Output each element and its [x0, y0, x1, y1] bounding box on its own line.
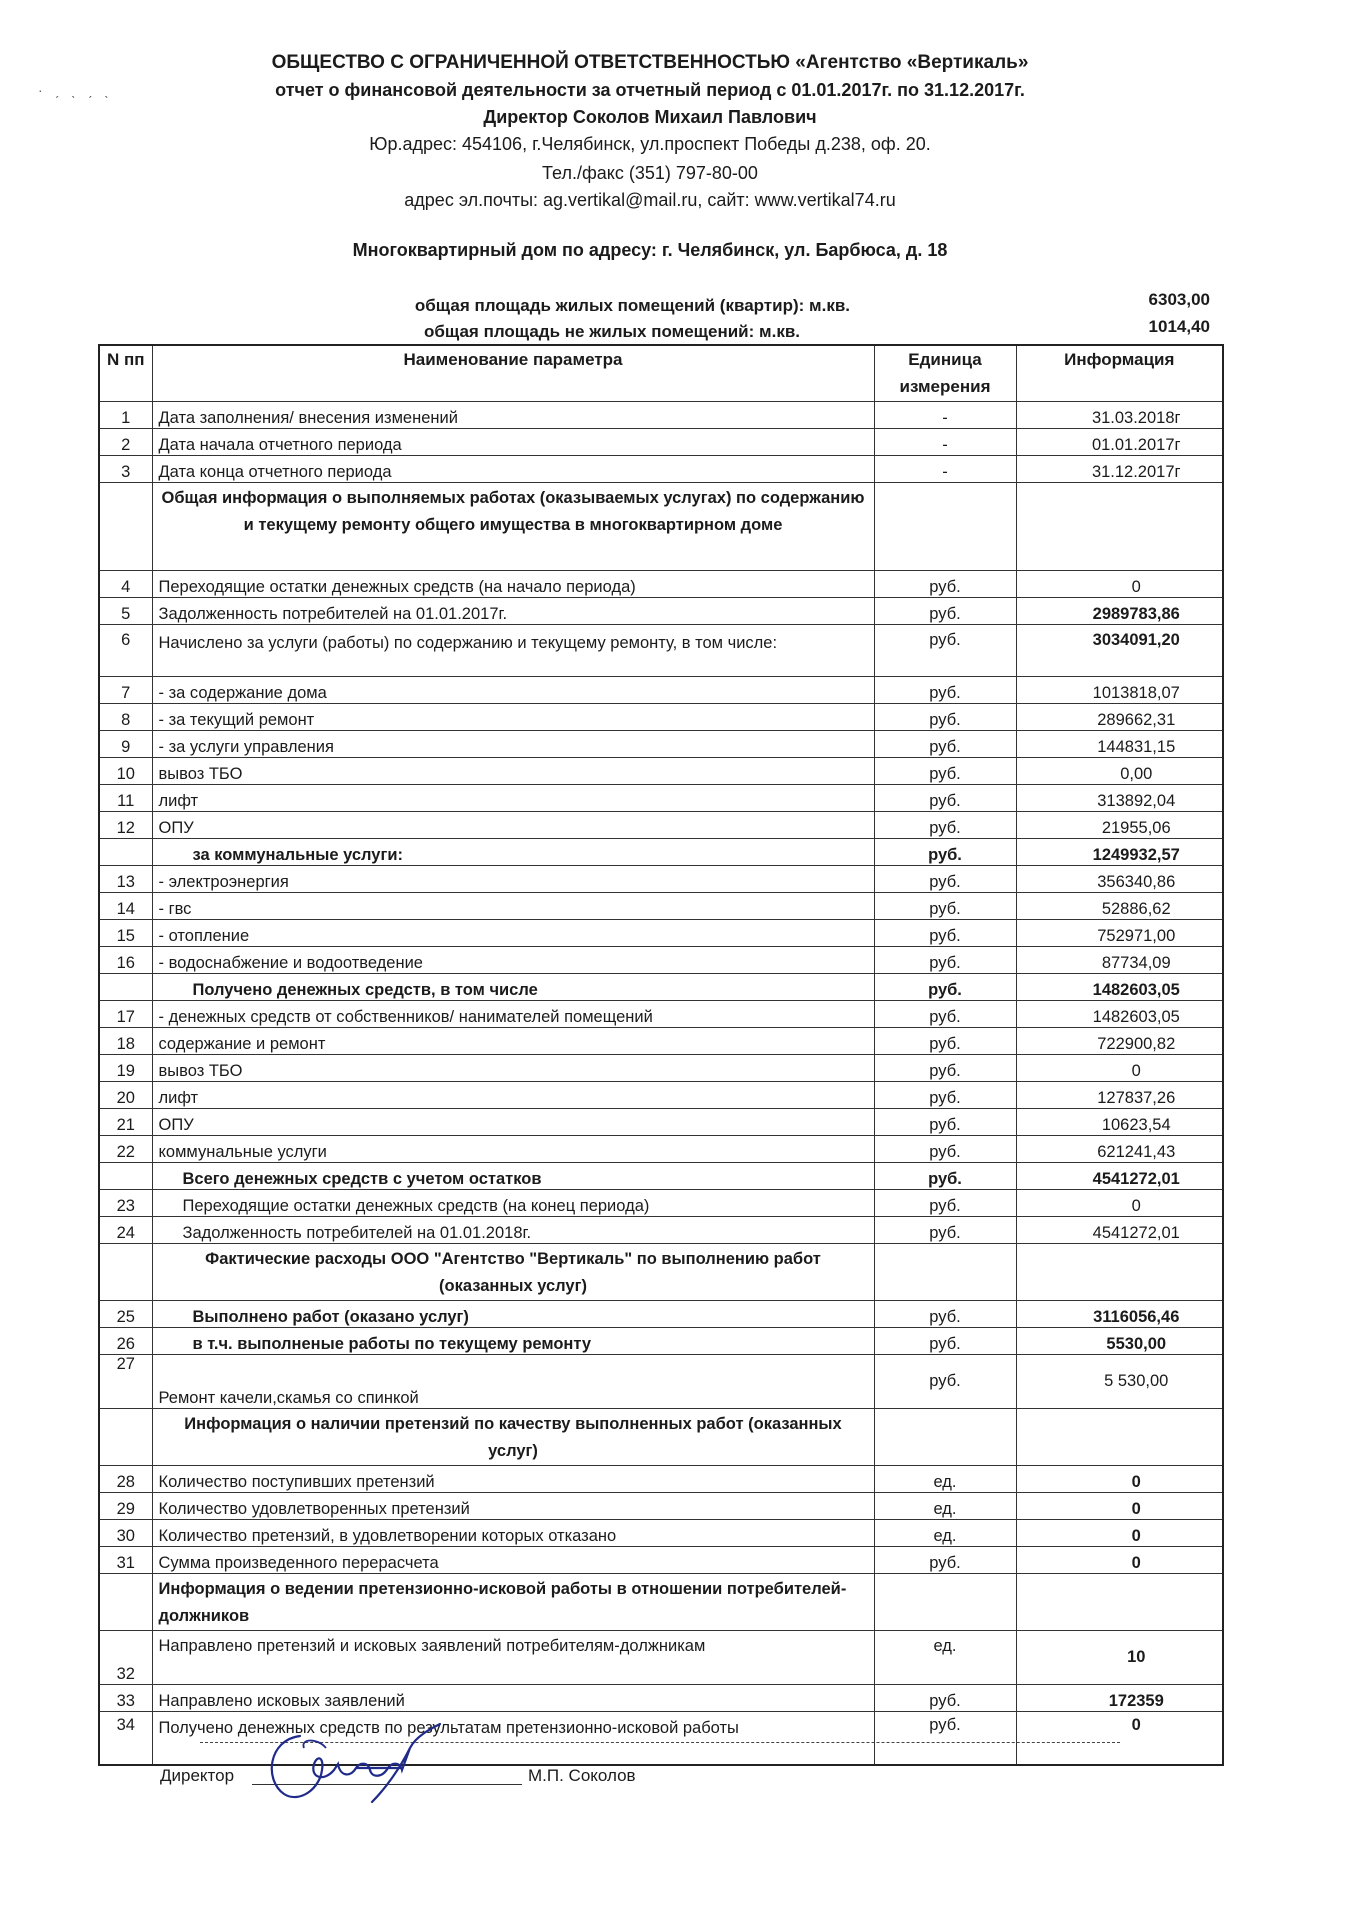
row-num: 15: [99, 919, 152, 946]
row-unit: руб.: [874, 597, 1016, 624]
row-value: 52886,62: [1016, 892, 1223, 919]
row-name: - за услуги управления: [152, 730, 874, 757]
row-unit: руб.: [874, 973, 1016, 1000]
row-name: Получено денежных средств по результатам претензионно-исковой работы: [152, 1711, 874, 1765]
row-unit: -: [874, 455, 1016, 482]
row-value: 752971,00: [1016, 919, 1223, 946]
section-row: [99, 482, 1223, 570]
table-row: [99, 1465, 1223, 1492]
row-num: 4: [99, 570, 152, 597]
row-name: Дата начала отчетного периода: [152, 428, 874, 455]
subtotal-row: [99, 973, 1223, 1000]
table-row: [99, 1081, 1223, 1108]
table-row: [99, 1189, 1223, 1216]
section-title: Общая информация о выполняемых работах (оказываемых услугах) по содержанию и текущему ремонту общего имущества в многоквартирном доме: [152, 482, 874, 570]
row-name: Всего денежных средств с учетом остатков: [152, 1162, 874, 1189]
table-header-row: [99, 345, 1223, 401]
row-value: 0: [1016, 1519, 1223, 1546]
row-value: 2989783,86: [1016, 597, 1223, 624]
row-num: 1: [99, 401, 152, 428]
row-num: 9: [99, 730, 152, 757]
table-row: [99, 757, 1223, 784]
row-unit: руб.: [874, 838, 1016, 865]
row-num: 17: [99, 1000, 152, 1027]
row-unit: руб.: [874, 1027, 1016, 1054]
row-name: Дата заполнения/ внесения изменений: [152, 401, 874, 428]
director-line: Директор Соколов Михаил Павлович: [483, 107, 817, 127]
table-row: [99, 1027, 1223, 1054]
row-value: 0: [1016, 1189, 1223, 1216]
row-name: - за текущий ремонт: [152, 703, 874, 730]
handwritten-signature: [260, 1718, 480, 1808]
residential-area-value: 6303,00: [1148, 290, 1210, 309]
row-unit: руб.: [874, 1354, 1016, 1408]
row-unit: руб.: [874, 1081, 1016, 1108]
row-value: 1249932,57: [1016, 838, 1223, 865]
row-name: Направлено исковых заявлений: [152, 1684, 874, 1711]
table-row: [99, 570, 1223, 597]
table-row: [99, 1300, 1223, 1327]
row-name: лифт: [152, 1081, 874, 1108]
row-unit: руб.: [874, 1054, 1016, 1081]
row-unit: ед.: [874, 1519, 1016, 1546]
nonresidential-area-label: общая площадь не жилых помещений: м.кв.: [424, 322, 800, 341]
row-unit: руб.: [874, 676, 1016, 703]
row-name: - денежных средств от собственников/ нанимателей помещений: [152, 1000, 874, 1027]
row-unit: руб.: [874, 1216, 1016, 1243]
row-value: 289662,31: [1016, 703, 1223, 730]
row-num: 22: [99, 1135, 152, 1162]
scan-specks: · ˏ ˎ ˏ ˎ: [38, 82, 113, 98]
row-unit: -: [874, 401, 1016, 428]
row-unit: руб.: [874, 1135, 1016, 1162]
row-unit: ед.: [874, 1465, 1016, 1492]
row-value: 10623,54: [1016, 1108, 1223, 1135]
row-num: 14: [99, 892, 152, 919]
table-row: [99, 1054, 1223, 1081]
row-value: 313892,04: [1016, 784, 1223, 811]
row-unit: руб.: [874, 570, 1016, 597]
row-num: 3: [99, 455, 152, 482]
row-value: 1482603,05: [1016, 1000, 1223, 1027]
row-unit: руб.: [874, 730, 1016, 757]
table-row: [99, 1354, 1223, 1408]
row-num: 20: [99, 1081, 152, 1108]
section-title: Информация о ведении претензионно-исковой работы в отношении потребителей-должников: [152, 1573, 874, 1630]
row-num: 11: [99, 784, 152, 811]
row-name: за коммунальные услуги:: [152, 838, 874, 865]
row-num: 13: [99, 865, 152, 892]
row-value: 1482603,05: [1016, 973, 1223, 1000]
row-value: 172359: [1016, 1684, 1223, 1711]
row-unit: руб.: [874, 919, 1016, 946]
table-row: [99, 703, 1223, 730]
table-row: [99, 946, 1223, 973]
row-name: вывоз ТБО: [152, 757, 874, 784]
row-num: 32: [99, 1630, 152, 1684]
row-value: 31.12.2017г: [1016, 455, 1223, 482]
row-name: - отопление: [152, 919, 874, 946]
row-num: 26: [99, 1327, 152, 1354]
section-row: [99, 1573, 1223, 1630]
row-num: 24: [99, 1216, 152, 1243]
row-value: 0: [1016, 1492, 1223, 1519]
row-num: 28: [99, 1465, 152, 1492]
residential-area-label: общая площадь жилых помещений (квартир): м.кв.: [414, 296, 850, 315]
table-row: [99, 1000, 1223, 1027]
row-name: Задолженность потребителей на 01.01.2018г.: [152, 1216, 874, 1243]
row-value: 21955,06: [1016, 811, 1223, 838]
row-value: 4541272,01: [1016, 1216, 1223, 1243]
row-value: 10: [1016, 1630, 1223, 1684]
table-row: [99, 1492, 1223, 1519]
row-num: 34: [99, 1711, 152, 1765]
row-value: 0: [1016, 1711, 1223, 1765]
row-value: 621241,43: [1016, 1135, 1223, 1162]
row-unit: руб.: [874, 1000, 1016, 1027]
row-unit: руб.: [874, 703, 1016, 730]
row-num: 6: [99, 624, 152, 676]
subtotal-row: [99, 1162, 1223, 1189]
row-num: 23: [99, 1189, 152, 1216]
table-row: [99, 1135, 1223, 1162]
subtotal-row: [99, 838, 1223, 865]
table-row: [99, 730, 1223, 757]
row-name: Получено денежных средств, в том числе: [152, 973, 874, 1000]
table-row: [99, 1546, 1223, 1573]
row-name: - электроэнергия: [152, 865, 874, 892]
row-unit: -: [874, 428, 1016, 455]
row-name: Ремонт качели,скамья со спинкой: [152, 1354, 874, 1408]
row-num: 21: [99, 1108, 152, 1135]
row-unit: руб.: [874, 1162, 1016, 1189]
row-unit: ед.: [874, 1630, 1016, 1684]
row-num: 12: [99, 811, 152, 838]
row-num: 2: [99, 428, 152, 455]
row-value: 87734,09: [1016, 946, 1223, 973]
row-value: 0: [1016, 1465, 1223, 1492]
row-num: 29: [99, 1492, 152, 1519]
row-num: 10: [99, 757, 152, 784]
row-unit: руб.: [874, 1684, 1016, 1711]
row-name: - гвс: [152, 892, 874, 919]
row-value: 722900,82: [1016, 1027, 1223, 1054]
house-address: Многоквартирный дом по адресу: г. Челябинск, ул. Барбюса, д. 18: [352, 240, 948, 260]
table-row: [99, 784, 1223, 811]
signature-label: Директор: [160, 1766, 235, 1785]
row-value: 5530,00: [1016, 1327, 1223, 1354]
row-value: 0,00: [1016, 757, 1223, 784]
row-name: Направлено претензий и исковых заявлений потребителям-должникам: [152, 1630, 874, 1684]
row-value: 0: [1016, 1054, 1223, 1081]
signatory-name: М.П. Соколов: [528, 1766, 636, 1785]
row-value: 31.03.2018г: [1016, 401, 1223, 428]
row-unit: руб.: [874, 865, 1016, 892]
table-row: [99, 811, 1223, 838]
table-row: [99, 1684, 1223, 1711]
row-value: 1013818,07: [1016, 676, 1223, 703]
row-name: вывоз ТБО: [152, 1054, 874, 1081]
row-name: Количество удовлетворенных претензий: [152, 1492, 874, 1519]
table-row: [99, 865, 1223, 892]
row-name: Сумма произведенного перерасчета: [152, 1546, 874, 1573]
row-name: - за содержание дома: [152, 676, 874, 703]
header-unit: Единица измерения: [874, 345, 1016, 401]
row-name: Переходящие остатки денежных средств (на конец периода): [152, 1189, 874, 1216]
row-unit: руб.: [874, 1327, 1016, 1354]
row-unit: руб.: [874, 784, 1016, 811]
row-num: 18: [99, 1027, 152, 1054]
table-row: [99, 892, 1223, 919]
row-unit: руб.: [874, 892, 1016, 919]
row-name: Задолженность потребителей на 01.01.2017г.: [152, 597, 874, 624]
row-unit: руб.: [874, 624, 1016, 676]
table-row: [99, 1216, 1223, 1243]
row-name: ОПУ: [152, 811, 874, 838]
row-name: Дата конца отчетного периода: [152, 455, 874, 482]
row-num: 16: [99, 946, 152, 973]
table-row: [99, 597, 1223, 624]
row-num: 30: [99, 1519, 152, 1546]
row-value: 0: [1016, 1546, 1223, 1573]
row-value: 144831,15: [1016, 730, 1223, 757]
row-unit: руб.: [874, 811, 1016, 838]
table-row: [99, 1327, 1223, 1354]
row-name: Выполнено работ (оказано услуг): [152, 1300, 874, 1327]
row-name: Начислено за услуги (работы) по содержанию и текущему ремонту, в том числе:: [152, 624, 874, 676]
row-value: 3034091,20: [1016, 624, 1223, 676]
row-unit: руб.: [874, 1108, 1016, 1135]
row-name: в т.ч. выполненые работы по текущему ремонту: [152, 1327, 874, 1354]
section-row: [99, 1408, 1223, 1465]
table-row: [99, 1519, 1223, 1546]
row-value: 4541272,01: [1016, 1162, 1223, 1189]
table-row: [99, 428, 1223, 455]
header-num: N пп: [99, 345, 152, 401]
legal-address: Юр.адрес: 454106, г.Челябинск, ул.проспект Победы д.238, оф. 20.: [369, 134, 931, 154]
row-unit: руб.: [874, 1711, 1016, 1765]
table-row: [99, 455, 1223, 482]
row-unit: руб.: [874, 946, 1016, 973]
row-unit: ед.: [874, 1492, 1016, 1519]
row-value: 356340,86: [1016, 865, 1223, 892]
section-row: [99, 1243, 1223, 1300]
phone-fax: Тел./факс (351) 797-80-00: [542, 163, 758, 183]
nonresidential-area-value: 1014,40: [1148, 317, 1210, 336]
row-num: 31: [99, 1546, 152, 1573]
table-row: [99, 1630, 1223, 1684]
row-num: 25: [99, 1300, 152, 1327]
row-num: 27: [99, 1354, 152, 1408]
row-unit: руб.: [874, 757, 1016, 784]
row-value: 3116056,46: [1016, 1300, 1223, 1327]
row-name: Количество претензий, в удовлетворении которых отказано: [152, 1519, 874, 1546]
email-site: адрес эл.почты: ag.vertikal@mail.ru, сайт: www.vertikal74.ru: [404, 190, 896, 210]
row-unit: руб.: [874, 1300, 1016, 1327]
row-num: 5: [99, 597, 152, 624]
row-name: Переходящие остатки денежных средств (на начало периода): [152, 570, 874, 597]
row-num: 33: [99, 1684, 152, 1711]
header-name: Наименование параметра: [152, 345, 874, 401]
row-num: 8: [99, 703, 152, 730]
row-value: 5 530,00: [1016, 1354, 1223, 1408]
row-name: Количество поступивших претензий: [152, 1465, 874, 1492]
row-name: коммунальные услуги: [152, 1135, 874, 1162]
header-info: Информация: [1016, 345, 1223, 401]
table-row: [99, 919, 1223, 946]
row-name: ОПУ: [152, 1108, 874, 1135]
row-value: 01.01.2017г: [1016, 428, 1223, 455]
report-title: отчет о финансовой деятельности за отчетный период с 01.01.2017г. по 31.12.2017г.: [275, 80, 1025, 100]
row-name: содержание и ремонт: [152, 1027, 874, 1054]
table-row: [99, 624, 1223, 676]
row-unit: руб.: [874, 1189, 1016, 1216]
company-name: ОБЩЕСТВО С ОГРАНИЧЕННОЙ ОТВЕТСТВЕННОСТЬЮ «Агентство «Вертикаль»: [271, 52, 1029, 73]
section-title: Фактические расходы ООО "Агентство "Вертикаль" по выполнению работ (оказанных услуг): [152, 1243, 874, 1300]
section-title: Информация о наличии претензий по качеству выполненных работ (оказанных услуг): [152, 1408, 874, 1465]
row-name: лифт: [152, 784, 874, 811]
row-name: - водоснабжение и водоотведение: [152, 946, 874, 973]
table-row: [99, 676, 1223, 703]
report-table: [98, 344, 1224, 1766]
row-num: 7: [99, 676, 152, 703]
row-value: 0: [1016, 570, 1223, 597]
table-row: [99, 1108, 1223, 1135]
row-num: 19: [99, 1054, 152, 1081]
table-row: [99, 401, 1223, 428]
row-unit: руб.: [874, 1546, 1016, 1573]
row-value: 127837,26: [1016, 1081, 1223, 1108]
